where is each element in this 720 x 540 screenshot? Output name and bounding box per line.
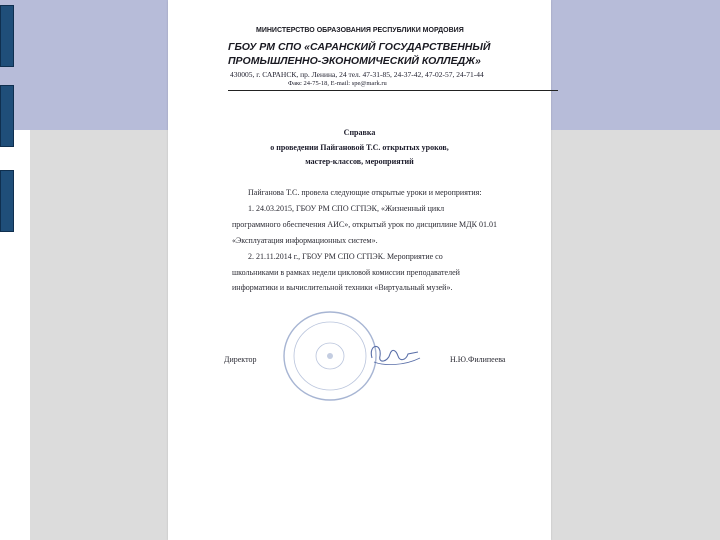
scanned-document [168,0,551,540]
item2-line3: информатики и вычислительной техники «Виртуальный музей». [232,283,453,292]
side-bar-1 [0,5,14,67]
side-bar-2 [0,85,14,147]
signatory-name: Н.Ю.Филипеева [450,355,506,364]
fax-email-line: Факс 24-75-18, E-mail: spe@mark.ru [288,80,387,87]
address-line: 430005, г. САРАНСК, пр. Ленина, 24 тел. 47-31-85, 24-37-42, 47-02-57, 24-71-44 [230,70,484,79]
item1-line1: 1. 24.03.2015, ГБОУ РМ СПО СГПЭК, «Жизненный цикл [248,204,445,213]
college-name-line1: ГБОУ РМ СПО «САРАНСКИЙ ГОСУДАРСТВЕННЫЙ [228,41,491,53]
header-divider [228,90,558,91]
document-subtitle-line1: о проведении Пайгановой Т.С. открытых уроков, [270,143,449,152]
college-name-line2: ПРОМЫШЛЕННО-ЭКОНОМИЧЕСКИЙ КОЛЛЕДЖ» [228,55,481,67]
side-bar-3 [0,170,14,232]
body-intro: Пайганова Т.С. провела следующие открытые уроки и мероприятия: [248,188,482,197]
item1-line3: «Эксплуатация информационных систем». [232,236,378,245]
document-subtitle-line2: мастер-классов, мероприятий [305,157,414,166]
document-title: Справка [343,128,376,137]
item1-line2: программного обеспечения АИС», открытый урок по дисциплине МДК 01.01 [232,220,497,229]
ministry-line: МИНИСТЕРСТВО ОБРАЗОВАНИЯ РЕСПУБЛИКИ МОРДОВИЯ [256,27,464,34]
item2-line1: 2. 21.11.2014 г., ГБОУ РМ СПО СГПЭК. Мероприятие со [248,252,443,261]
handwritten-signature [364,336,424,372]
signatory-title: Директор [224,355,257,364]
item2-line2: школьниками в рамках недели цикловой комиссии преподавателей [232,268,460,277]
